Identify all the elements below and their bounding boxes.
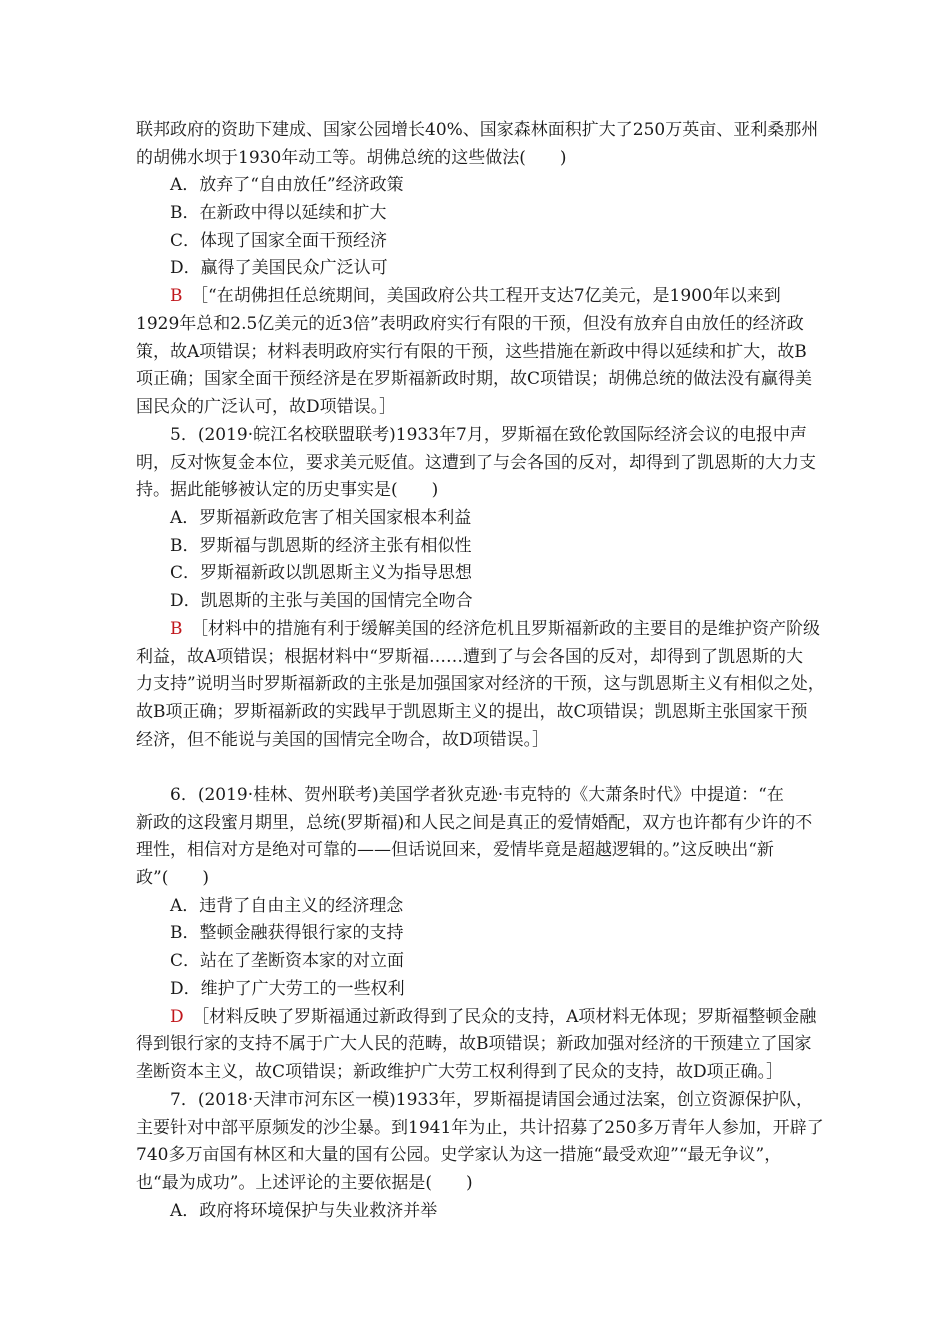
- explanation-text: ［材料反映了罗斯福通过新政得到了民众的支持，A项材料无体现；罗斯福整顿金融: [200, 1006, 817, 1027]
- question-6: [136, 782, 816, 1087]
- option-a: A．罗斯福新政危害了相关国家根本利益: [170, 508, 472, 529]
- explanation-line: [136, 616, 820, 644]
- question-stem-line: 6．(2019·桂林、贺州联考)美国学者狄克逊·韦克特的《大萧条时代》中提道：“在: [170, 785, 784, 805]
- option-a: A．违背了自由主义的经济理念: [170, 895, 404, 916]
- option-c: C．体现了国家全面干预经济: [170, 230, 388, 251]
- answer-letter: D: [170, 1006, 184, 1027]
- question-stem-line: 5．(2019·皖江名校联盟联考)1933年7月，罗斯福在致伦敦国际经济会议的电报中声: [170, 425, 807, 445]
- explanation-line: 故B项正确；罗斯福新政的实践早于凯恩斯主义的提出，故C项错误；凯恩斯主张国家干预: [136, 701, 808, 722]
- question-stem-line: 主要针对中部平原频发的沙尘暴。到1941年为止，共计招募了250多万青年人参加，开辟了: [136, 1117, 824, 1138]
- question-stem-line: 也“最为成功”。上述评论的主要依据是( ): [136, 1173, 473, 1194]
- explanation-line: 经济，但不能说与美国的国情完全吻合，故D项错误。］: [136, 729, 550, 750]
- question-7: [136, 1087, 824, 1225]
- option-b: B．在新政中得以延续和扩大: [170, 203, 387, 224]
- answer-letter: B: [170, 618, 183, 639]
- option-c: C．罗斯福新政以凯恩斯主义为指导思想: [170, 563, 473, 584]
- explanation-line: 利益，故A项错误；根据材料中“罗斯福……遭到了与会各国的反对，却得到了凯恩斯的大: [136, 646, 803, 667]
- question-stem-line: 7．(2018·天津市河东区一模)1933年，罗斯福提请国会通过法案，创立资源保护队，: [170, 1090, 814, 1110]
- option-b: B．罗斯福与凯恩斯的经济主张有相似性: [170, 535, 472, 556]
- answer-letter: B: [170, 286, 183, 307]
- explanation-line: [136, 1004, 816, 1032]
- explanation-line: 力支持”说明当时罗斯福新政的主张是加强国家对经济的干预，这与凯恩斯主义有相似之处，: [136, 674, 825, 695]
- option-b: B．整顿金融获得银行家的支持: [170, 923, 404, 944]
- option-d: D．赢得了美国民众广泛认可: [170, 258, 388, 279]
- question-stem-line: 政”( ): [136, 868, 209, 889]
- question-stem-line: 明，反对恢复金本位，要求美元贬值。这遭到了与会各国的反对，却得到了凯恩斯的大力支: [136, 452, 816, 473]
- option-d: D．维护了广大劳工的一些权利: [170, 978, 405, 999]
- explanation-line: 1929年总和2.5亿美元的近3倍”表明政府实行有限的干预，但没有放弃自由放任的经济政: [136, 313, 804, 334]
- question-4: [136, 117, 819, 422]
- explanation-line: 国民众的广泛认可，故D项错误。］: [136, 396, 397, 417]
- option-c: C．站在了垄断资本家的对立面: [170, 951, 405, 972]
- explanation-text: ［“在胡佛担任总统期间，美国政府公共工程开支达7亿美元，是1900年以来到: [199, 286, 781, 307]
- question-stem-line: 持。据此能够被认定的历史事实是( ): [136, 480, 439, 501]
- option-a: A．政府将环境保护与失业救济并举: [170, 1200, 438, 1221]
- question-stem-line: 的胡佛水坝于1930年动工等。胡佛总统的这些做法( ): [136, 147, 567, 168]
- explanation-line: 策，故A项错误；材料表明政府实行有限的干预，这些措施在新政中得以延续和扩大，故B: [136, 341, 807, 362]
- explanation-line: 项正确；国家全面干预经济是在罗斯福新政时期，故C项错误；胡佛总统的做法没有赢得美: [136, 369, 813, 390]
- question-stem-line: 740多万亩国有林区和大量的国有公园。史学家认为这一措施“最受欢迎”“最无争议”，: [136, 1145, 782, 1166]
- explanation-text: ［材料中的措施有利于缓解美国的经济危机且罗斯福新政的主要目的是维护资产阶级: [199, 618, 820, 639]
- option-d: D．凯恩斯的主张与美国的国情完全吻合: [170, 591, 473, 612]
- question-5: [136, 422, 825, 754]
- question-stem-line: 新政的这段蜜月期里，总统(罗斯福)和人民之间是真正的爱情婚配，双方也许都有少许的不: [136, 812, 813, 833]
- explanation-line: 得到银行家的支持不属于广大人民的范畴，故B项错误；新政加强对经济的干预建立了国家: [136, 1034, 812, 1055]
- question-stem-line: 联邦政府的资助下建成、国家公园增长40%、国家森林面积扩大了250万英亩、亚利桑那州: [136, 120, 819, 140]
- explanation-line: 垄断资本主义，故C项错误；新政维护广大劳工权利得到了民众的支持，故D项正确。］: [136, 1061, 784, 1082]
- explanation-line: [136, 283, 816, 311]
- option-a: A．放弃了“自由放任”经济政策: [170, 175, 404, 196]
- question-stem-line: 理性，相信对方是绝对可靠的——但话说回来，爱情毕竟是超越逻辑的。”这反映出“新: [136, 840, 774, 861]
